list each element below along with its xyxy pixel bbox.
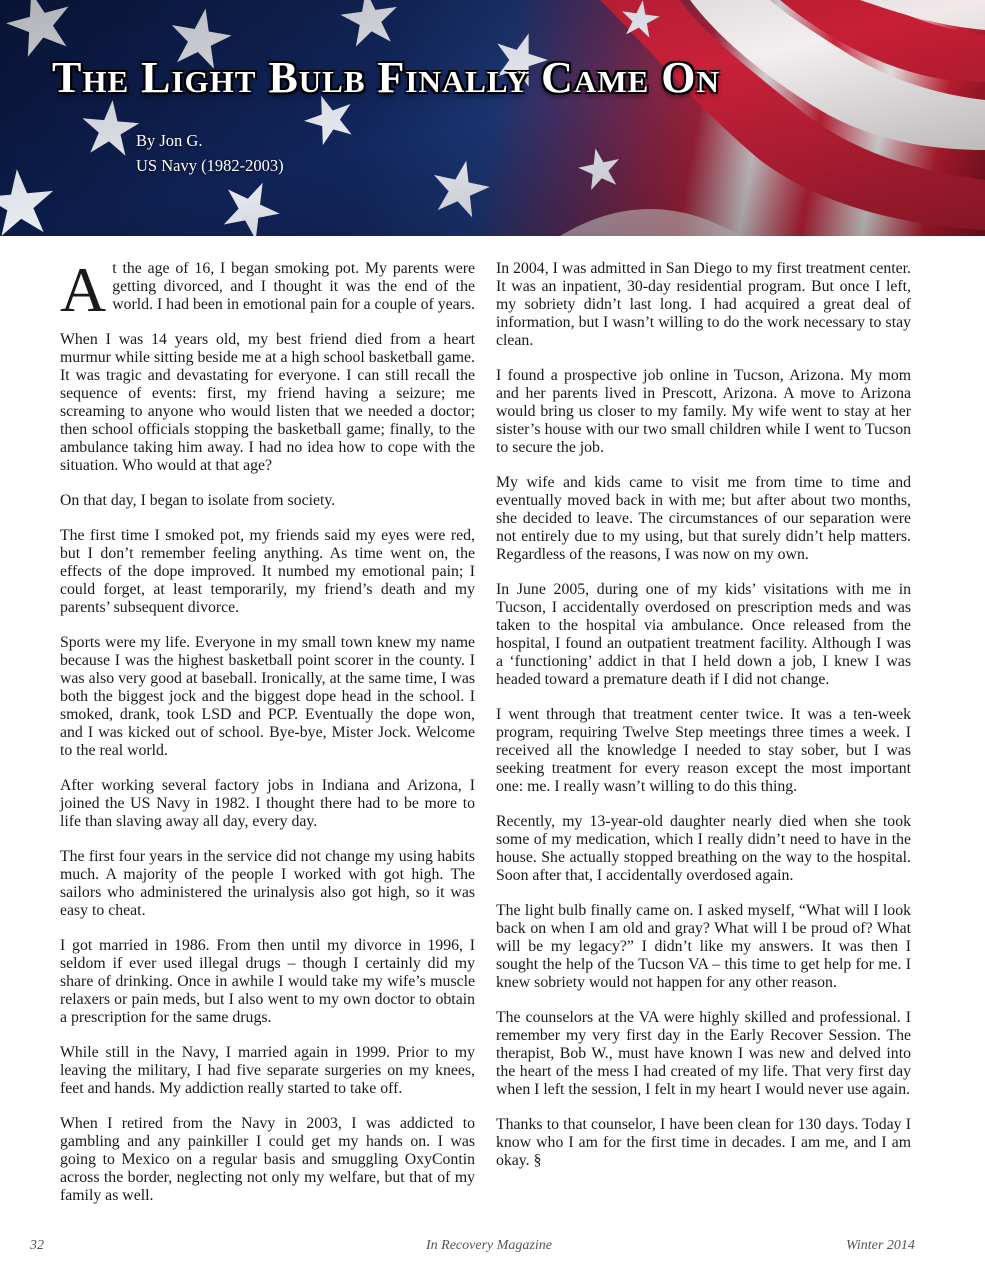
article-column-left xyxy=(60,254,475,1222)
author-service: US Navy (1982-2003) xyxy=(136,156,284,175)
article-paragraph: In 2004, I was admitted in San Diego to my first treatment center. It was an inpatient, 30-day residential program. But once I left, my sobriety didn’t last long. I had acquired a great deal of information, but I wasn’t willing to do the work necessary to stay clean. xyxy=(496,260,912,349)
article-paragraph: My wife and kids came to visit me from time to time and eventually moved back in with me; but after about two months, she decided to leave. The circumstances of our separation were not entirely due to my using, but that surely didn’t help matters. Regardless of the reasons, I was now on my own. xyxy=(496,474,911,563)
article-paragraph: The first four years in the service did not change my using habits much. A majority of the people I worked with got high. The sailors who administered the urinalysis also got high, so it was easy to cheat. xyxy=(60,848,475,919)
article-paragraph: After working several factory jobs in Indiana and Arizona, I joined the US Navy in 1982. I thought there had to be more to life than slaving away all day, every day. xyxy=(60,777,475,830)
article-paragraph: I found a prospective job online in Tucson, Arizona. My mom and her parents lived in Prescott, Arizona. A move to Arizona would bring us closer to my family. My wife went to stay at her sister’s house with our two small children while I went to Tucson to secure the job. xyxy=(496,367,911,456)
page-number: 32 xyxy=(30,1238,44,1253)
article-paragraph: Sports were my life. Everyone in my small town knew my name because I was the highest basketball point scorer in the county. I was also very good at baseball. Ironically, at the same time, I was both the biggest jock and the biggest dope head in the school. I smoked, drank, took LSD and PCP. Eventually the dope won, and I was kicked out of school. Bye-bye, Mister Jock. Welcome to the real world. xyxy=(60,634,475,759)
article-column-right xyxy=(496,260,911,1187)
drop-cap: A xyxy=(60,254,107,325)
issue-date: Winter 2014 xyxy=(846,1238,915,1253)
article-paragraph: While still in the Navy, I married again in 1999. Prior to my leaving the military, I had five separate surgeries on my knees, feet and hands. My addiction really started to take off. xyxy=(60,1044,475,1097)
article-paragraph: Recently, my 13-year-old daughter nearly died when she took some of my medication, which I really didn’t need to have in the house. She actually stopped breathing on the way to the hospital. Soon after that, I accidentally overdosed again. xyxy=(496,813,911,884)
article-paragraph: On that day, I began to isolate from society. xyxy=(60,492,336,509)
article-paragraph: Thanks to that counselor, I have been clean for 130 days. Today I know who I am for the first time in decades. I am me, and I am okay. § xyxy=(496,1116,911,1169)
article-paragraph: I got married in 1986. From then until my divorce in 1996, I seldom if ever used illegal drugs – though I certainly did my share of drinking. Once in awhile I would take my wife’s muscle relaxers or pain meds, but I also went to my own doctor to obtain a prescription for the same drugs. xyxy=(60,937,475,1026)
article-paragraph: The light bulb finally came on. I asked myself, “What will I look back on when I am old and gray? What will I be proud of? What will be my legacy?” I didn’t like my answers. It was then I sought the help of the Tucson VA – this time to get help for me. I knew sobriety would not happen for any other reason. xyxy=(496,902,911,991)
article-paragraph: The counselors at the VA were highly skilled and professional. I remember my very first day in the Early Recover Session. The therapist, Bob W., must have known I was new and delved into the heart of the mess I had created of my life. That very first day when I left the session, I felt in my heart I would never use again. xyxy=(496,1009,911,1098)
header-banner xyxy=(0,0,985,236)
byline xyxy=(136,128,284,178)
article-paragraph: When I was 14 years old, my best friend died from a heart murmur while sitting beside me at a high school basketball game. It was tragic and devastating for everyone. I can still recall the sequence of events: first, my friend having a seizure; me screaming to anyone who would listen that we needed a doctor; then school officials stopping the basketball game; finally, to the ambulance taking him away. I had no idea how to cope with the situation. Who would at that age? xyxy=(60,331,475,474)
article-paragraph: The first time I smoked pot, my friends said my eyes were red, but I don’t remember feeling anything. As time went on, the effects of the dope improved. It numbed my emotional pain; I could forget, at least temporarily, my friend’s death and my parents’ subsequent divorce. xyxy=(60,527,475,616)
article-paragraph: I went through that treatment center twice. It was a ten-week program, requiring Twelve Step meetings three times a week. I received all the knowledge I needed to stay sober, but I was seeking treatment for every reason except the most important one: me. I really wasn’t willing to do this thing. xyxy=(496,706,911,795)
article-title: The Light Bulb Finally Came On xyxy=(52,53,720,102)
flag-background xyxy=(0,0,985,236)
magazine-name: In Recovery Magazine xyxy=(426,1238,552,1253)
article-paragraph: At the age of 16, I began smoking pot. My parents were getting divorced, and I thought it was the end of the world. I had been in emotional pain for a couple of years. xyxy=(60,254,475,325)
author-name: By Jon G. xyxy=(136,131,203,150)
article-paragraph: In June 2005, during one of my kids’ visitations with me in Tucson, I accidentally overdosed on prescription meds and was taken to the hospital via ambulance. Once released from the hospital, I found an outpatient treatment facility. Although I was a ‘functioning’ addict in that I held down a job, I knew I was headed toward a premature death if I did not change. xyxy=(496,581,911,688)
article-paragraph: When I retired from the Navy in 2003, I was addicted to gambling and any painkiller I could get my hands on. I was going to Mexico on a regular basis and smuggling OxyContin across the border, neglecting not only my welfare, but that of my family as well. xyxy=(60,1115,475,1204)
